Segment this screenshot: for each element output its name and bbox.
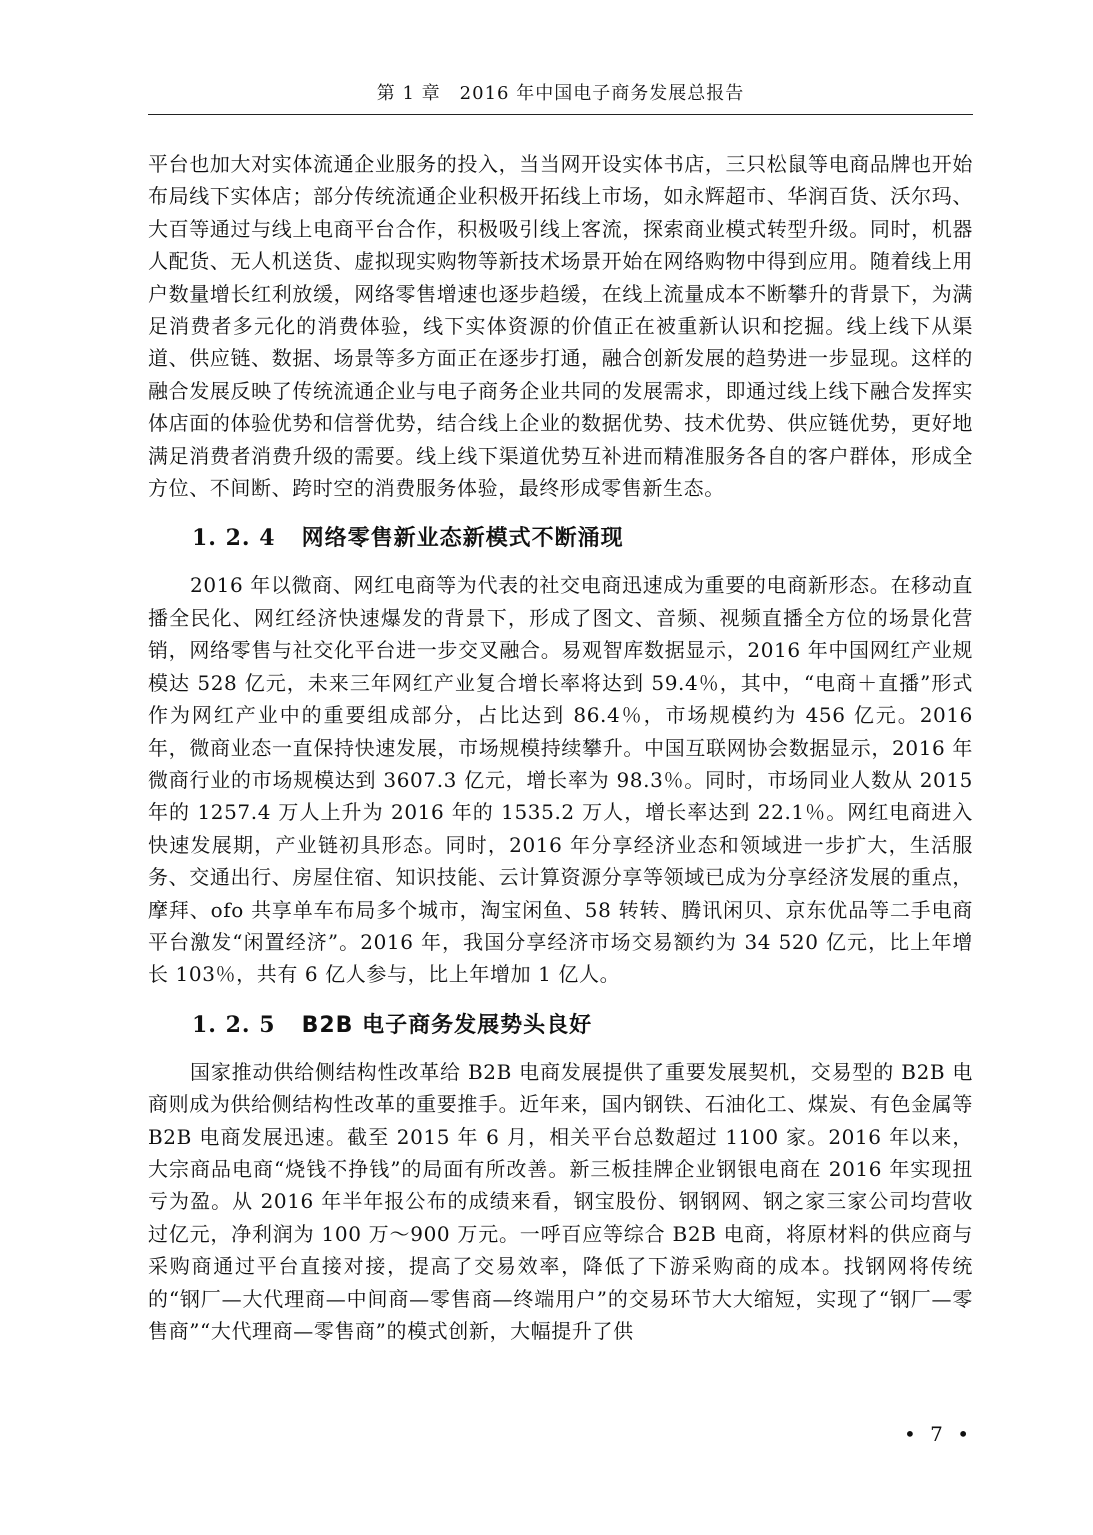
- page-body: [148, 148, 973, 1347]
- paragraph-b2b: 国家推动供给侧结构性改革给 B2B 电商发展提供了重要发展契机，交易型的 B2B 电商则成为供给侧结构性改革的重要推手。近年来，国内钢铁、石油化工、煤炭、有色金属等 B2B 电商发展迅速。截至 2015 年 6 月，相关平台总数超过 1100 家。2016 年以来，大宗商品电商“烧钱不挣钱”的局面有所改善。新三板挂牌企业钢银电商在 2016 年实现扭亏为盈。从 2016 年半年报公布的成绩来看，钢宝股份、钢钢网、钢之家三家公司均营收过亿元，净利润为 100 万～900 万元。一呼百应等综合 B2B 电商，将原材料的供应商与采购商通过平台直接对接，提高了交易效率，降低了下游采购商的成本。找钢网将传统的“钢厂—大代理商—中间商—零售商—终端用户”的交易环节大大缩短，实现了“钢厂—零售商”“大代理商—零售商”的模式创新，大幅提升了供: [148, 1059, 973, 1343]
- section-number: 1. 2. 4: [192, 525, 276, 552]
- running-header: [148, 80, 973, 115]
- paragraph-intro-continued: 平台也加大对实体流通企业服务的投入，当当网开设实体书店，三只松鼠等电商品牌也开始布局线下实体店；部分传统流通企业积极开拓线上市场，如永辉超市、华润百货、沃尔玛、大百等通过与线上电商平台合作，积极吸引线上客流，探索商业模式转型升级。同时，机器人配货、无人机送货、虚拟现实购物等新技术场景开始在网络购物中得到应用。随着线上用户数量增长红利放缓，网络零售增速也逐步趋缓，在线上流量成本不断攀升的背景下，为满足消费者多元化的消费体验，线下实体资源的价值正在被重新认识和挖掘。线上线下从渠道、供应链、数据、场景等多方面正在逐步打通，融合创新发展的趋势进一步显现。这样的融合发展反映了传统流通企业与电子商务企业共同的发展需求，即通过线上线下融合发挥实体店面的体验优势和信誉优势，结合线上企业的数据优势、技术优势、供应链优势，更好地满足消费者消费升级的需要。线上线下渠道优势互补进而精准服务各自的客户群体，形成全方位、不间断、跨时空的消费服务体验，最终形成零售新生态。: [148, 152, 973, 501]
- section-title-text: 网络零售新业态新模式不断涌现: [301, 526, 624, 552]
- section-number: 1. 2. 5: [192, 1011, 276, 1038]
- section-heading-1-2-5: [192, 1009, 973, 1042]
- paragraph-social-ecommerce: 2016 年以微商、网红电商等为代表的社交电商迅速成为重要的电商新形态。在移动直播全民化、网红经济快速爆发的背景下，形成了图文、音频、视频直播全方位的场景化营销，网络零售与社交化平台进一步交叉融合。易观智库数据显示，2016 年中国网红产业规模达 528 亿元，未来三年网红产业复合增长率将达到 59.4％，其中，“电商＋直播”形式作为网红产业中的重要组成部分，占比达到 86.4％，市场规模约为 456 亿元。2016 年，微商业态一直保持快速发展，市场规模持续攀升。中国互联网协会数据显示，2016 年微商行业的市场规模达到 3607.3 亿元，增长率为 98.3％。同时，市场同业人数从 2015 年的 1257.4 万人上升为 2016 年的 1535.2 万人，增长率达到 22.1％。网红电商进入快速发展期，产业链初具形态。同时，2016 年分享经济业态和领域进一步扩大，生活服务、交通出行、房屋住宿、知识技能、云计算资源分享等领域已成为分享经济发展的重点，摩拜、ofo 共享单车布局多个城市，淘宝闲鱼、58 转转、腾讯闲贝、京东优品等二手电商平台激发“闲置经济”。2016 年，我国分享经济市场交易额约为 34 520 亿元，比上年增长 103％，共有 6 亿人参与，比上年增加 1 亿人。: [148, 573, 973, 987]
- page-number: • 7 •: [903, 1422, 973, 1446]
- section-title-text: B2B 电子商务发展势头良好: [301, 1012, 593, 1038]
- section-heading-1-2-4: [192, 522, 973, 555]
- chapter-title: 第 1 章 2016 年中国电子商务发展总报告: [376, 83, 745, 104]
